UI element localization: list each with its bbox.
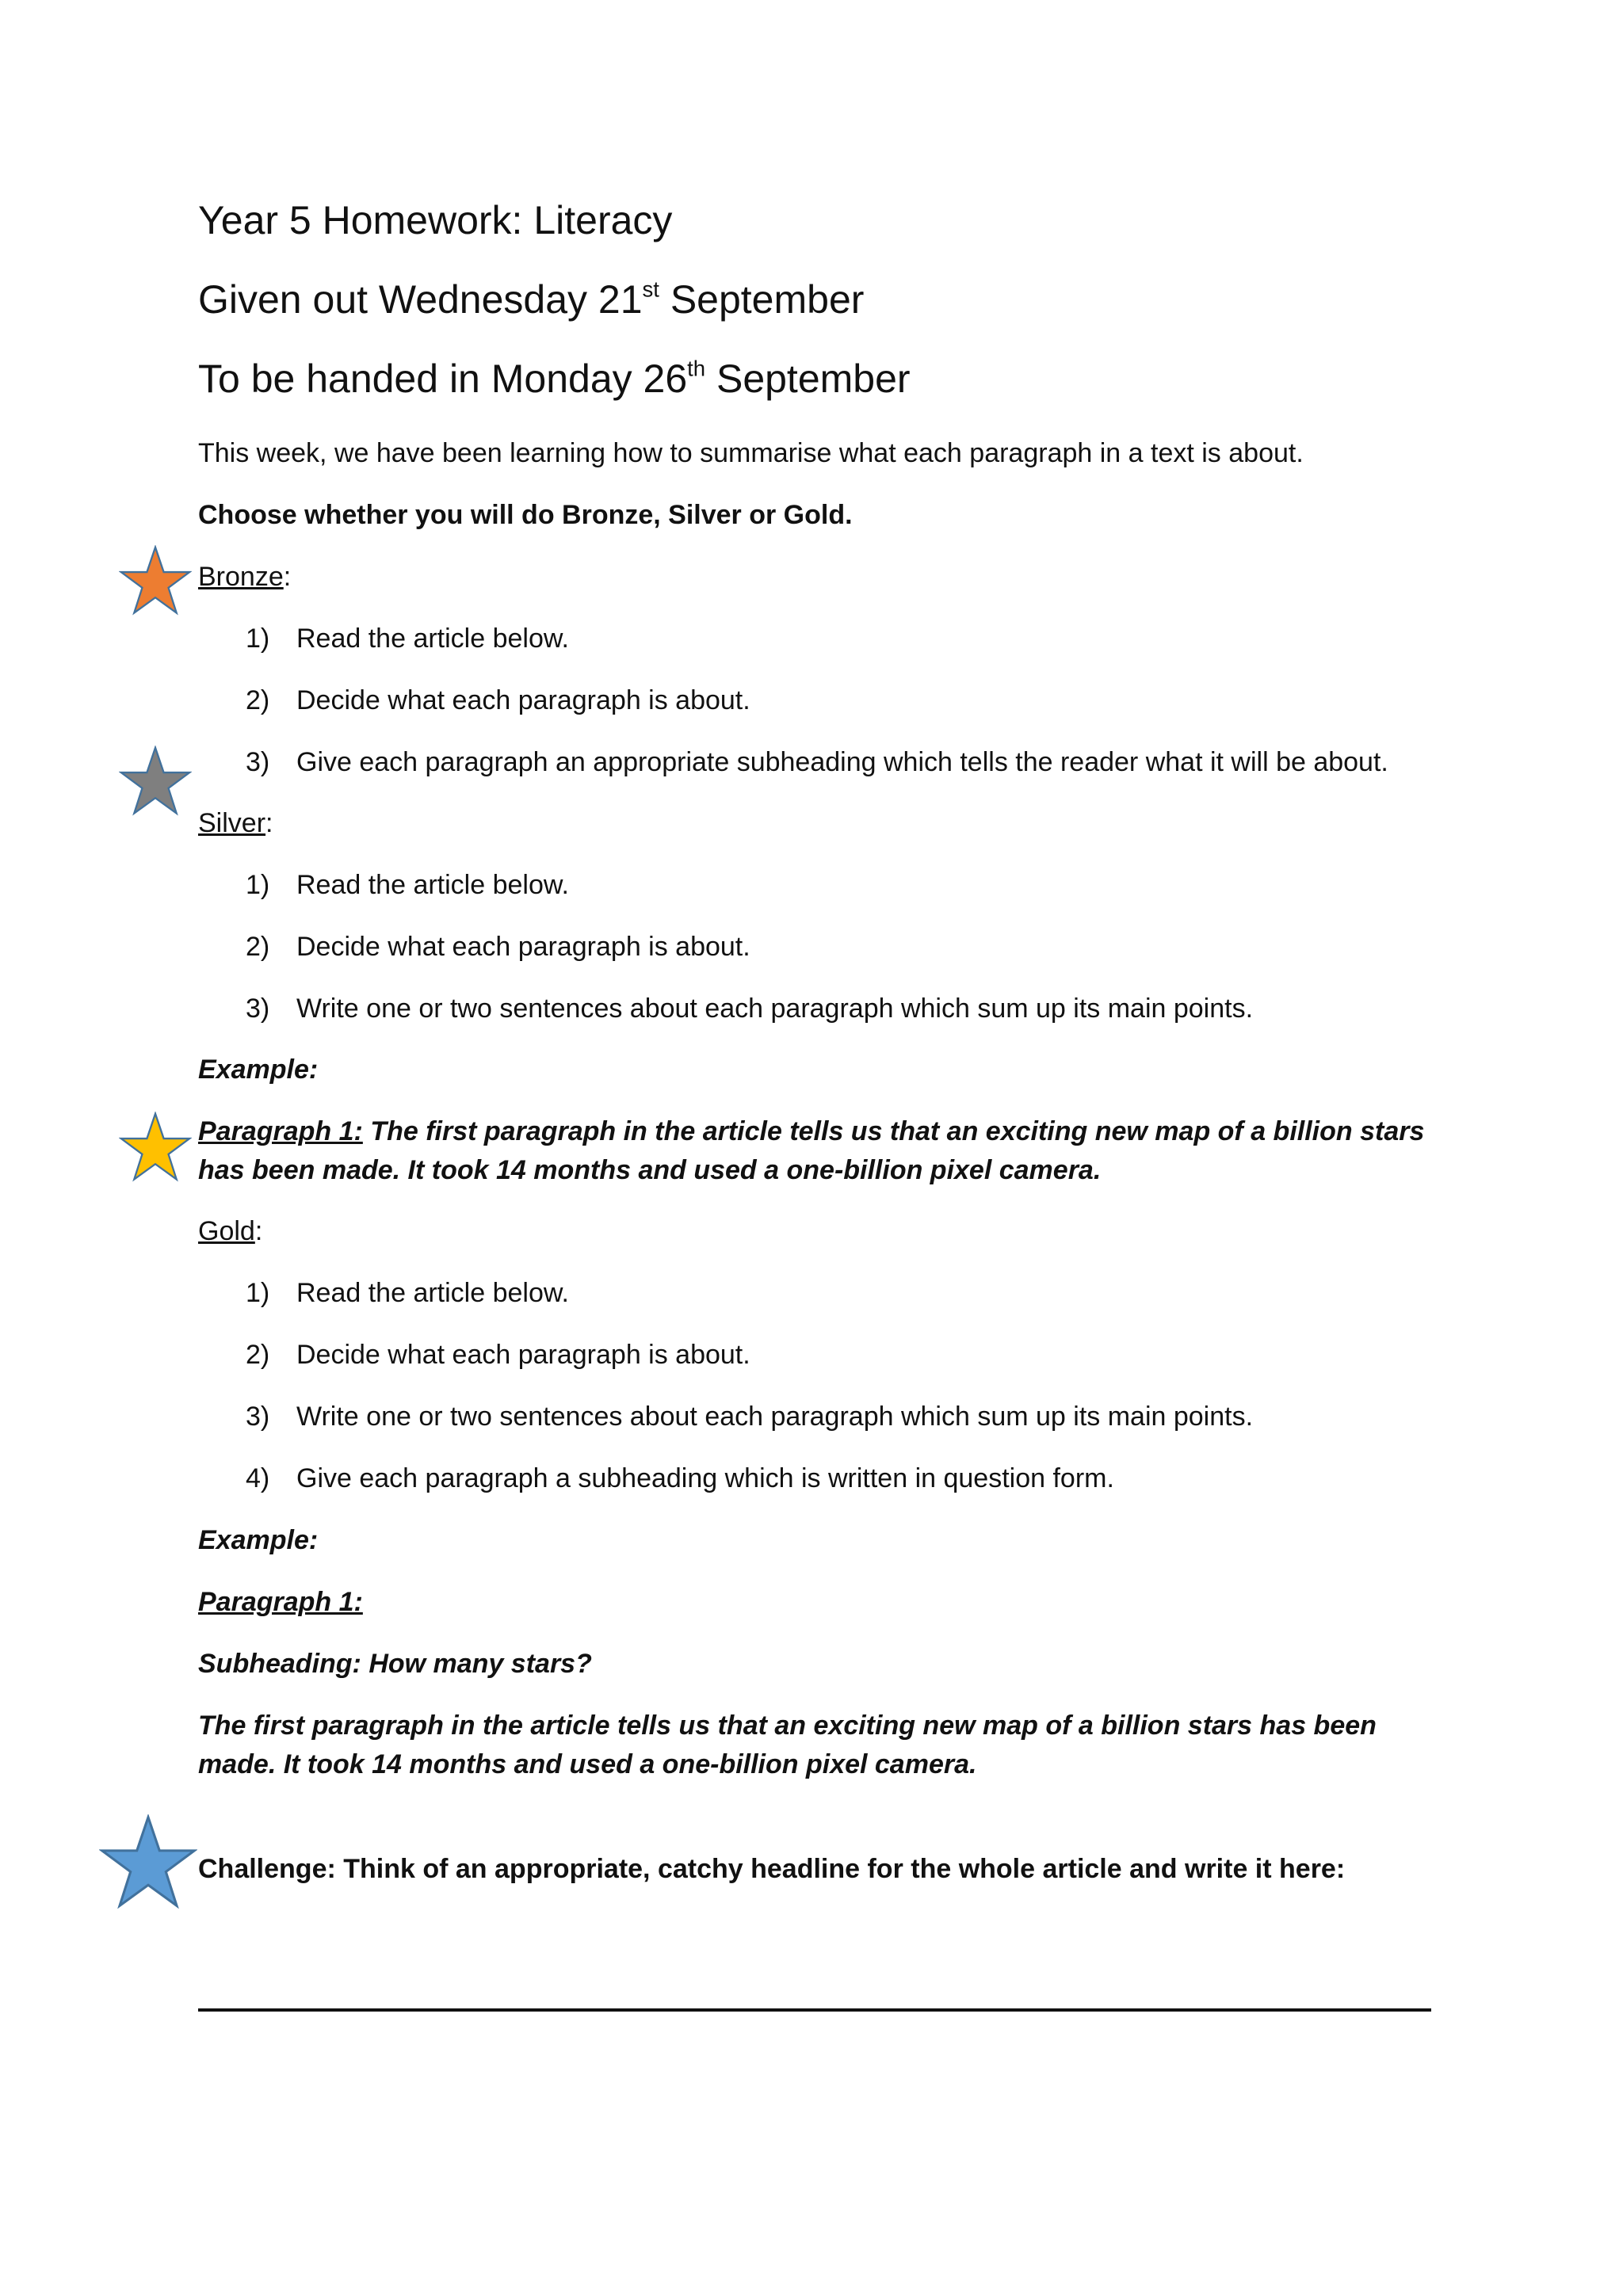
gold-example-label: Example: [198, 1525, 319, 1555]
silver-example-line-1: Paragraph 1: The first paragraph in the article tells us that an exciting new map of a billion stars [198, 1116, 1425, 1146]
challenge-star-icon [99, 1814, 197, 1913]
gold-item-4: 4) Give each paragraph a subheading which is written in question form. [246, 1463, 1114, 1493]
bronze-star-icon [119, 545, 192, 618]
page-title: Year 5 Homework: Literacy [198, 198, 673, 242]
headline-answer-line[interactable] [198, 2008, 1431, 2012]
bronze-item-2: 2) Decide what each paragraph is about. [246, 685, 750, 715]
silver-example-label: Example: [198, 1055, 319, 1085]
challenge-text: Challenge: Think of an appropriate, catchy headline for the whole article and write it here: [198, 1854, 1346, 1884]
gold-item-1: 1) Read the article below. [246, 1278, 569, 1308]
silver-item-3: 3) Write one or two sentences about each paragraph which sum up its main points. [246, 994, 1254, 1024]
given-out-date: Given out Wednesday 21st September [198, 277, 865, 322]
gold-example-line-1: The first paragraph in the article tells us that an exciting new map of a billion stars has been [198, 1711, 1377, 1741]
gold-star-icon [119, 1112, 192, 1184]
bronze-heading: Bronze: [198, 562, 292, 592]
choose-instruction: Choose whether you will do Bronze, Silver or Gold. [198, 500, 853, 530]
silver-example-line-2: has been made. It took 14 months and used a one-billion pixel camera. [198, 1155, 1102, 1185]
gold-heading: Gold: [198, 1216, 263, 1246]
silver-star-icon [119, 746, 192, 818]
gold-example-paragraph-label: Paragraph 1: [198, 1587, 363, 1617]
silver-heading: Silver: [198, 808, 273, 838]
gold-item-2: 2) Decide what each paragraph is about. [246, 1340, 750, 1370]
silver-item-2: 2) Decide what each paragraph is about. [246, 932, 750, 962]
intro-text: This week, we have been learning how to summarise what each paragraph in a text is about. [198, 438, 1304, 468]
silver-item-1: 1) Read the article below. [246, 870, 569, 900]
gold-item-3: 3) Write one or two sentences about each paragraph which sum up its main points. [246, 1402, 1254, 1432]
gold-example-line-2: made. It took 14 months and used a one-billion pixel camera. [198, 1749, 977, 1779]
bronze-item-1: 1) Read the article below. [246, 624, 569, 654]
hand-in-date: To be handed in Monday 26th September [198, 356, 911, 401]
bronze-item-3: 3) Give each paragraph an appropriate subheading which tells the reader what it will be about. [246, 747, 1388, 777]
gold-example-subheading: Subheading: How many stars? [198, 1649, 592, 1679]
